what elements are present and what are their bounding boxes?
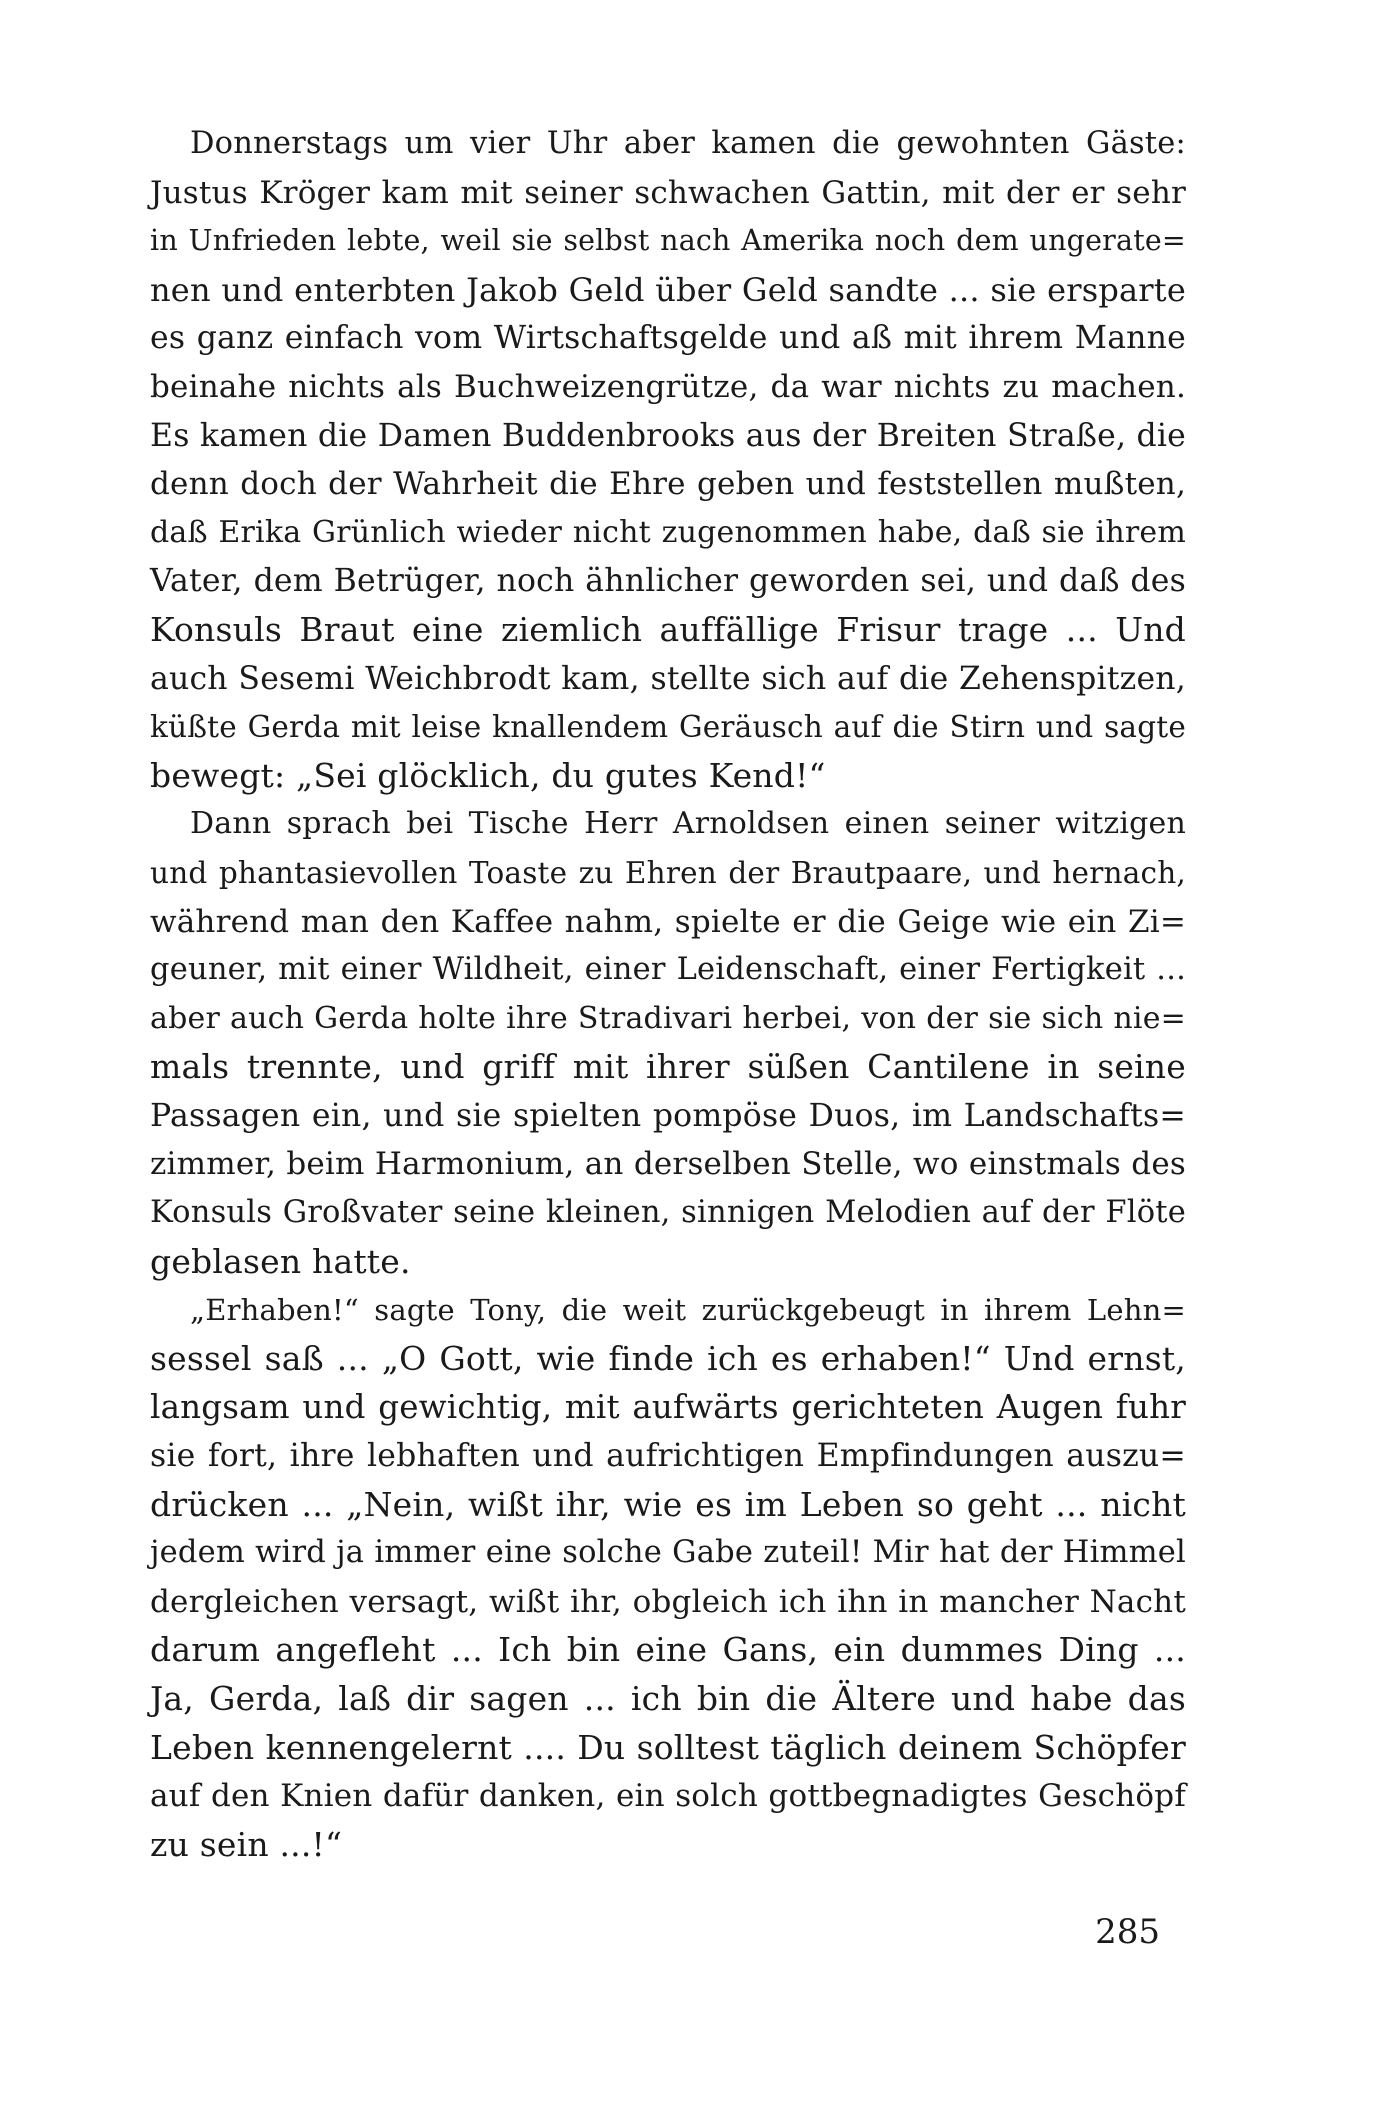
text-line: es ganz einfach vom Wirtschaftsgelde und aß mit ihrem Manne — [150, 320, 1186, 357]
text-line: Ja, Gerda, laß dir sagen ... ich bin die Ältere und habe das — [150, 1679, 1186, 1718]
text-line: in Unfrieden lebte, weil sie selbst nach Amerika noch dem ungerate= — [150, 224, 1186, 258]
text-line: „Erhaben!“ sagte Tony, die weit zurückgebeugt in ihrem Lehn= — [190, 1293, 1186, 1328]
text-line: Konsuls Braut eine ziemlich auffällige Frisur trage ... Und — [150, 609, 1186, 649]
text-line: aber auch Gerda holte ihre Stradivari herbei, von der sie sich nie= — [150, 1000, 1186, 1036]
text-line: Es kamen die Damen Buddenbrooks aus der Breiten Straße, die — [150, 417, 1186, 454]
text-line: Donnerstags um vier Uhr aber kamen die gewohnten Gäste: — [190, 126, 1186, 161]
text-line: Vater, dem Betrüger, noch ähnlicher geworden sei, und daß des — [150, 563, 1186, 600]
text-line: Justus Kröger kam mit seiner schwachen Gattin, mit der er sehr — [150, 174, 1186, 211]
text-line: nen und enterbten Jakob Geld über Geld sandte ... sie ersparte — [150, 270, 1186, 309]
text-line: sessel saß ... „O Gott, wie finde ich es erhaben!“ Und ernst, — [150, 1338, 1186, 1378]
text-line: beinahe nichts als Buchweizengrütze, da war nichts zu machen. — [150, 368, 1186, 405]
text-line: auch Sesemi Weichbrodt kam, stellte sich auf die Zehenspitzen, — [150, 660, 1186, 697]
text-line: geuner, mit einer Wildheit, einer Leidenschaft, einer Fertigkeit ... — [150, 952, 1186, 988]
paragraph-3 — [150, 1286, 1186, 1869]
text-line: zu sein ...!“ — [150, 1824, 343, 1864]
paragraph-2 — [150, 800, 1186, 1286]
text-line: drücken ... „Nein, wißt ihr, wie es im Leben so geht ... nicht — [150, 1484, 1186, 1524]
text-line: daß Erika Grünlich wieder nicht zugenommen habe, daß sie ihrem — [150, 514, 1186, 550]
text-line: geblasen hatte. — [150, 1241, 411, 1281]
text-line: mals trennte, und griff mit ihrer süßen Cantilene in seine — [150, 1047, 1186, 1087]
body-text — [150, 120, 1186, 1869]
text-line: Leben kennengelernt .... Du solltest täglich deinem Schöpfer — [150, 1727, 1186, 1767]
paragraph-1 — [150, 120, 1186, 800]
text-line: Passagen ein, und sie spielten pompöse Duos, im Landschafts= — [150, 1097, 1186, 1134]
text-line: sie fort, ihre lebhaften und aufrichtigen Empfindungen auszu= — [150, 1438, 1186, 1475]
text-line: jedem wird ja immer eine solche Gabe zuteil! Mir hat der Himmel — [150, 1535, 1186, 1571]
text-line: zimmer, beim Harmonium, an derselben Stelle, wo einstmals des — [150, 1146, 1186, 1183]
page-number: 285 — [1095, 1912, 1160, 1952]
text-line: während man den Kaffee nahm, spielte er die Geige wie ein Zi= — [150, 903, 1186, 940]
text-line: und phantasievollen Toaste zu Ehren der Brautpaare, und hernach, — [150, 855, 1186, 890]
text-line: Konsuls Großvater seine kleinen, sinnigen Melodien auf der Flöte — [150, 1195, 1186, 1231]
text-line: denn doch der Wahrheit die Ehre geben und feststellen mußten, — [150, 466, 1186, 503]
text-line: langsam und gewichtig, mit aufwärts gerichteten Augen fuhr — [150, 1388, 1186, 1427]
text-line: Dann sprach bei Tische Herr Arnoldsen einen seiner witzigen — [190, 806, 1186, 842]
text-line: bewegt: „Sei glöcklich, du gutes Kend!“ — [150, 755, 826, 795]
text-line: dergleichen versagt, wißt ihr, obgleich ich ihn in mancher Nacht — [150, 1583, 1186, 1620]
text-line: küßte Gerda mit leise knallendem Geräusch auf die Stirn und sagte — [150, 710, 1186, 745]
text-line: auf den Knien dafür danken, ein solch gottbegnadigtes Geschöpf — [150, 1778, 1186, 1815]
text-line: darum angefleht ... Ich bin eine Gans, ein dummes Ding ... — [150, 1630, 1186, 1670]
